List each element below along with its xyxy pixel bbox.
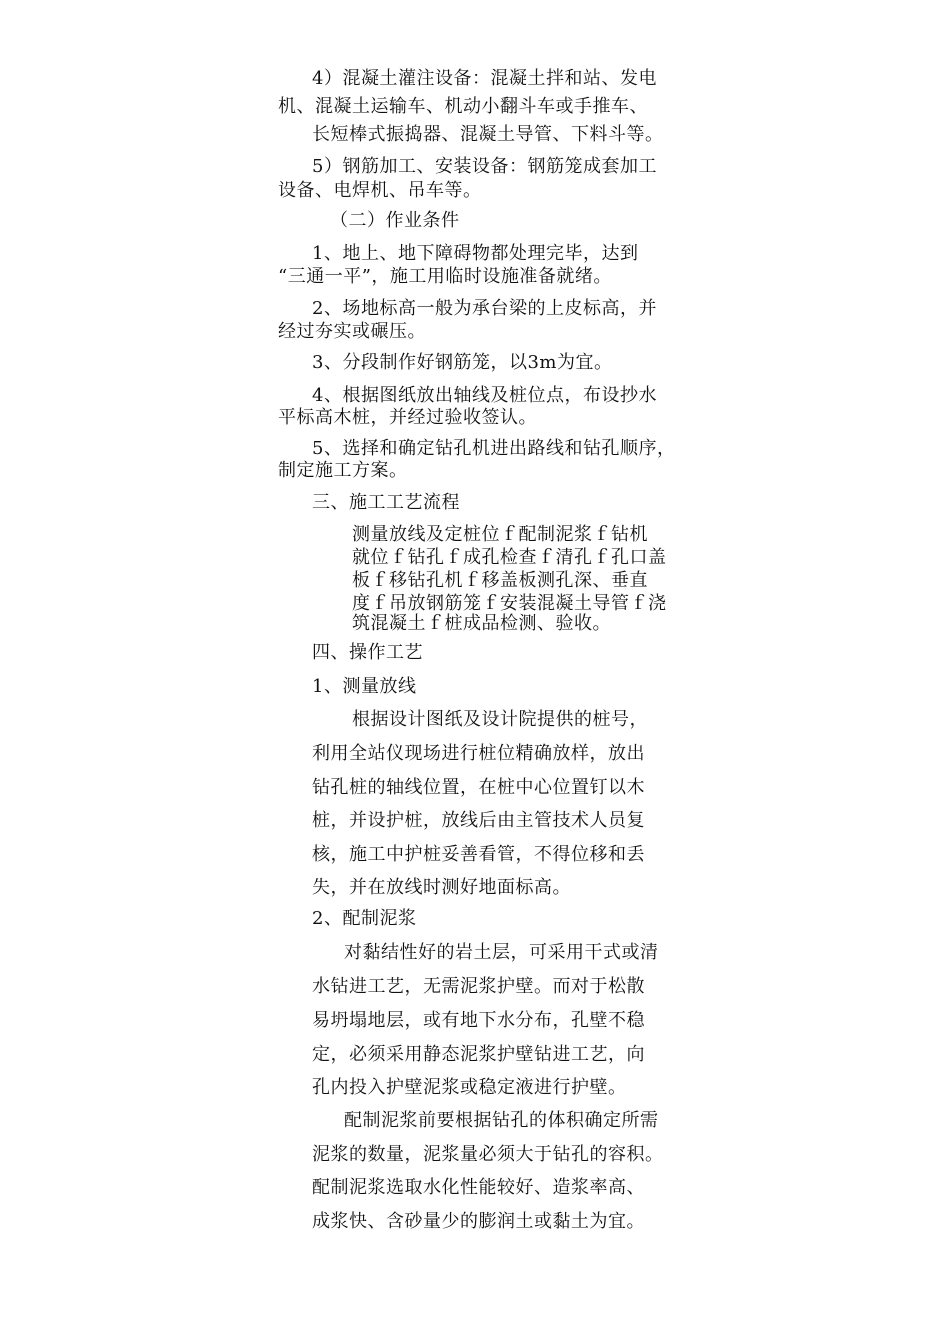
- text-line: 1、地上、地下障碍物都处理完毕，达到: [312, 243, 639, 264]
- text-line: 2、场地标高一般为承台梁的上皮标高，并: [312, 298, 657, 319]
- text-line: 度ｆ吊放钢筋笼ｆ安装混凝土导管ｆ浇: [352, 593, 667, 614]
- text-line: 钻孔桩的轴线位置，在桩中心位置钉以木: [312, 777, 645, 798]
- text-line: 4）混凝土灌注设备：混凝土拌和站、发电: [312, 68, 657, 89]
- text-line: 配制泥浆前要根据钻孔的体积确定所需: [344, 1110, 659, 1131]
- text-line: 桩，并设护桩，放线后由主管技术人员复: [312, 810, 645, 831]
- text-line: 水钻进工艺，无需泥浆护壁。而对于松散: [312, 976, 645, 997]
- text-line: 5、选择和确定钻孔机进出路线和钻孔顺序，: [312, 438, 676, 459]
- text-line: 就位ｆ钻孔ｆ成孔检查ｆ清孔ｆ孔口盖: [352, 547, 667, 568]
- text-line: 失，并在放线时测好地面标高。: [312, 877, 571, 898]
- text-line: 经过夯实或碾压。: [278, 321, 426, 342]
- text-line: 孔内投入护壁泥浆或稳定液进行护壁。: [312, 1077, 627, 1098]
- text-line: 配制泥浆选取水化性能较好、造浆率高、: [312, 1177, 645, 1198]
- section-heading-operation: 四、操作工艺: [312, 642, 423, 663]
- section-heading-conditions: （二）作业条件: [330, 210, 460, 231]
- text-line: 4、根据图纸放出轴线及桩位点，布设抄水: [312, 385, 657, 406]
- text-line: 长短棒式振捣器、混凝土导管、下料斗等。: [312, 124, 664, 145]
- text-line: 泥浆的数量，泥浆量必须大于钻孔的容积。: [312, 1144, 664, 1165]
- text-line: 利用全站仪现场进行桩位精确放样，放出: [312, 743, 645, 764]
- subheading-mud: 2、配制泥浆: [312, 908, 417, 929]
- text-line: 平标高木桩，并经过验收签认。: [278, 407, 537, 428]
- text-line: 测量放线及定桩位ｆ配制泥浆ｆ钻机: [352, 524, 648, 545]
- text-line: 5）钢筋加工、安装设备：钢筋笼成套加工: [312, 156, 657, 177]
- paragraph-condition-3: 3、分段制作好钢筋笼，以3m为宜。: [312, 352, 613, 373]
- section-heading-process: 三、施工工艺流程: [312, 492, 460, 513]
- text-line: 根据设计图纸及设计院提供的桩号，: [352, 709, 648, 730]
- text-line: 设备、电焊机、吊车等。: [278, 180, 482, 201]
- text-line: 制定施工方案。: [278, 460, 408, 481]
- text-line: 核，施工中护桩妥善看管，不得位移和丢: [312, 844, 645, 865]
- text-line: 板ｆ移钻孔机ｆ移盖板测孔深、垂直: [352, 570, 648, 591]
- text-line: 筑混凝土ｆ桩成品检测、验收。: [352, 613, 611, 634]
- text-line: 对黏结性好的岩土层，可采用干式或清: [344, 942, 659, 963]
- text-line: 易坍塌地层，或有地下水分布，孔壁不稳: [312, 1010, 645, 1031]
- text-line: 机、混凝土运输车、机动小翻斗车或手推车、: [278, 96, 648, 117]
- text-line: “三通一平”，施工用临时设施准备就绪。: [278, 266, 612, 287]
- text-line: 定，必须采用静态泥浆护壁钻进工艺，向: [312, 1044, 645, 1065]
- subheading-survey: 1、测量放线: [312, 676, 417, 697]
- text-line: 成浆快、含砂量少的膨润土或黏土为宜。: [312, 1211, 645, 1232]
